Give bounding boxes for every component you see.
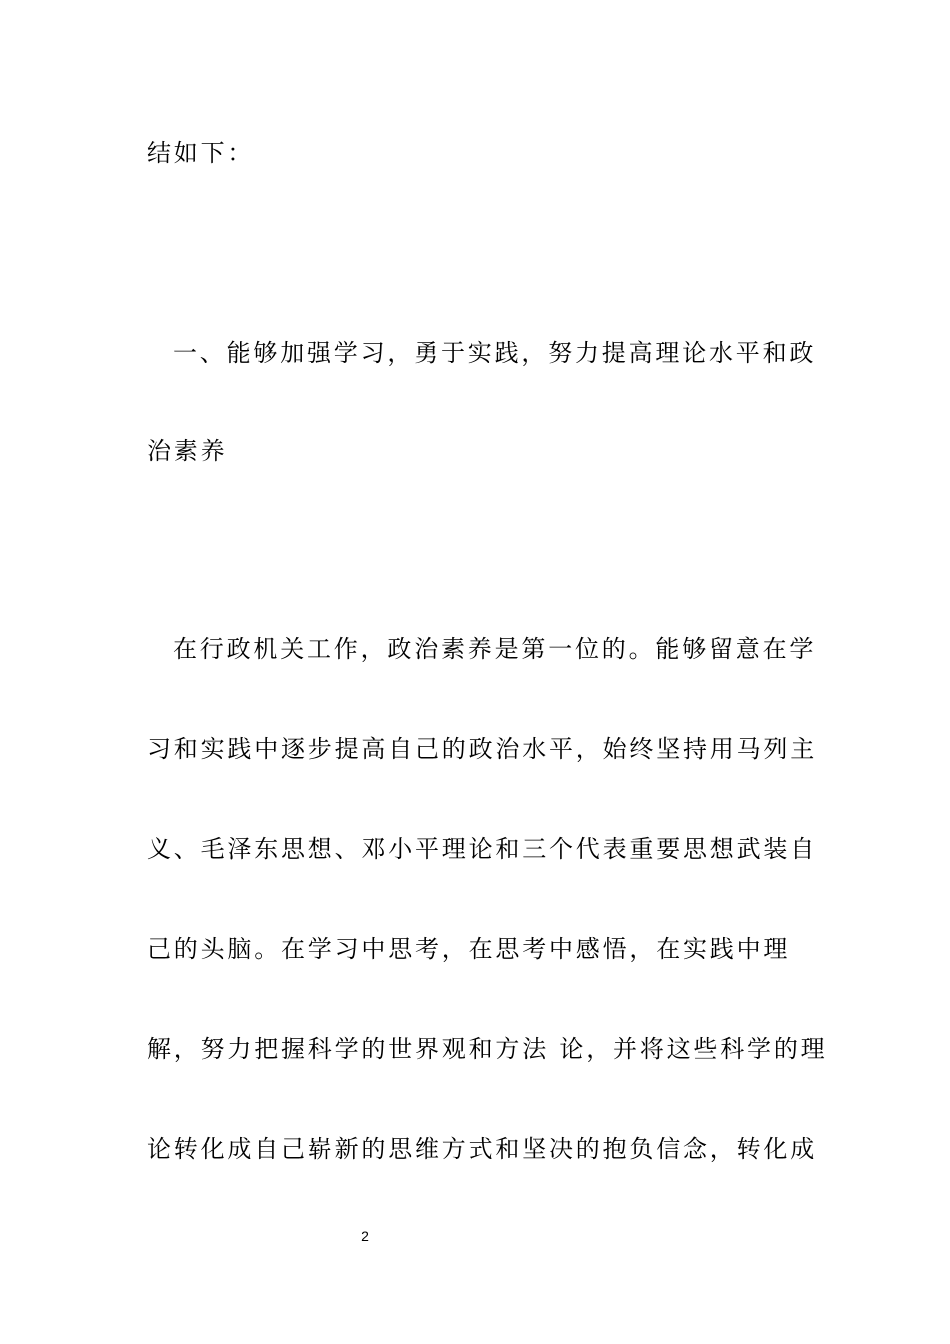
section-heading-line-1: 一、能够加强学习，勇于实践，努力提高理论水平和政 — [173, 339, 817, 367]
page-number: 2 — [361, 1228, 369, 1244]
paragraph-line-6: 论转化成自己崭新的思维方式和坚决的抱负信念，转化成 — [147, 1135, 817, 1163]
paragraph-line-1: 在行政机关工作，政治素养是第一位的。能够留意在学 — [173, 635, 817, 663]
section-heading-line-2: 治素养 — [147, 437, 228, 465]
paragraph-line-4: 己的头脑。在学习中思考，在思考中感悟，在实践中理 — [147, 935, 791, 963]
paragraph-line-3: 义、毛泽东思想、邓小平理论和三个代表重要思想武装自 — [147, 835, 817, 863]
text-line-intro: 结如下： — [147, 139, 255, 167]
paragraph-line-5: 解，努力把握科学的世界观和方法 论，并将这些科学的理 — [147, 1035, 828, 1063]
paragraph-line-2: 习和实践中逐步提高自己的政治水平，始终坚持用马列主 — [147, 735, 817, 763]
